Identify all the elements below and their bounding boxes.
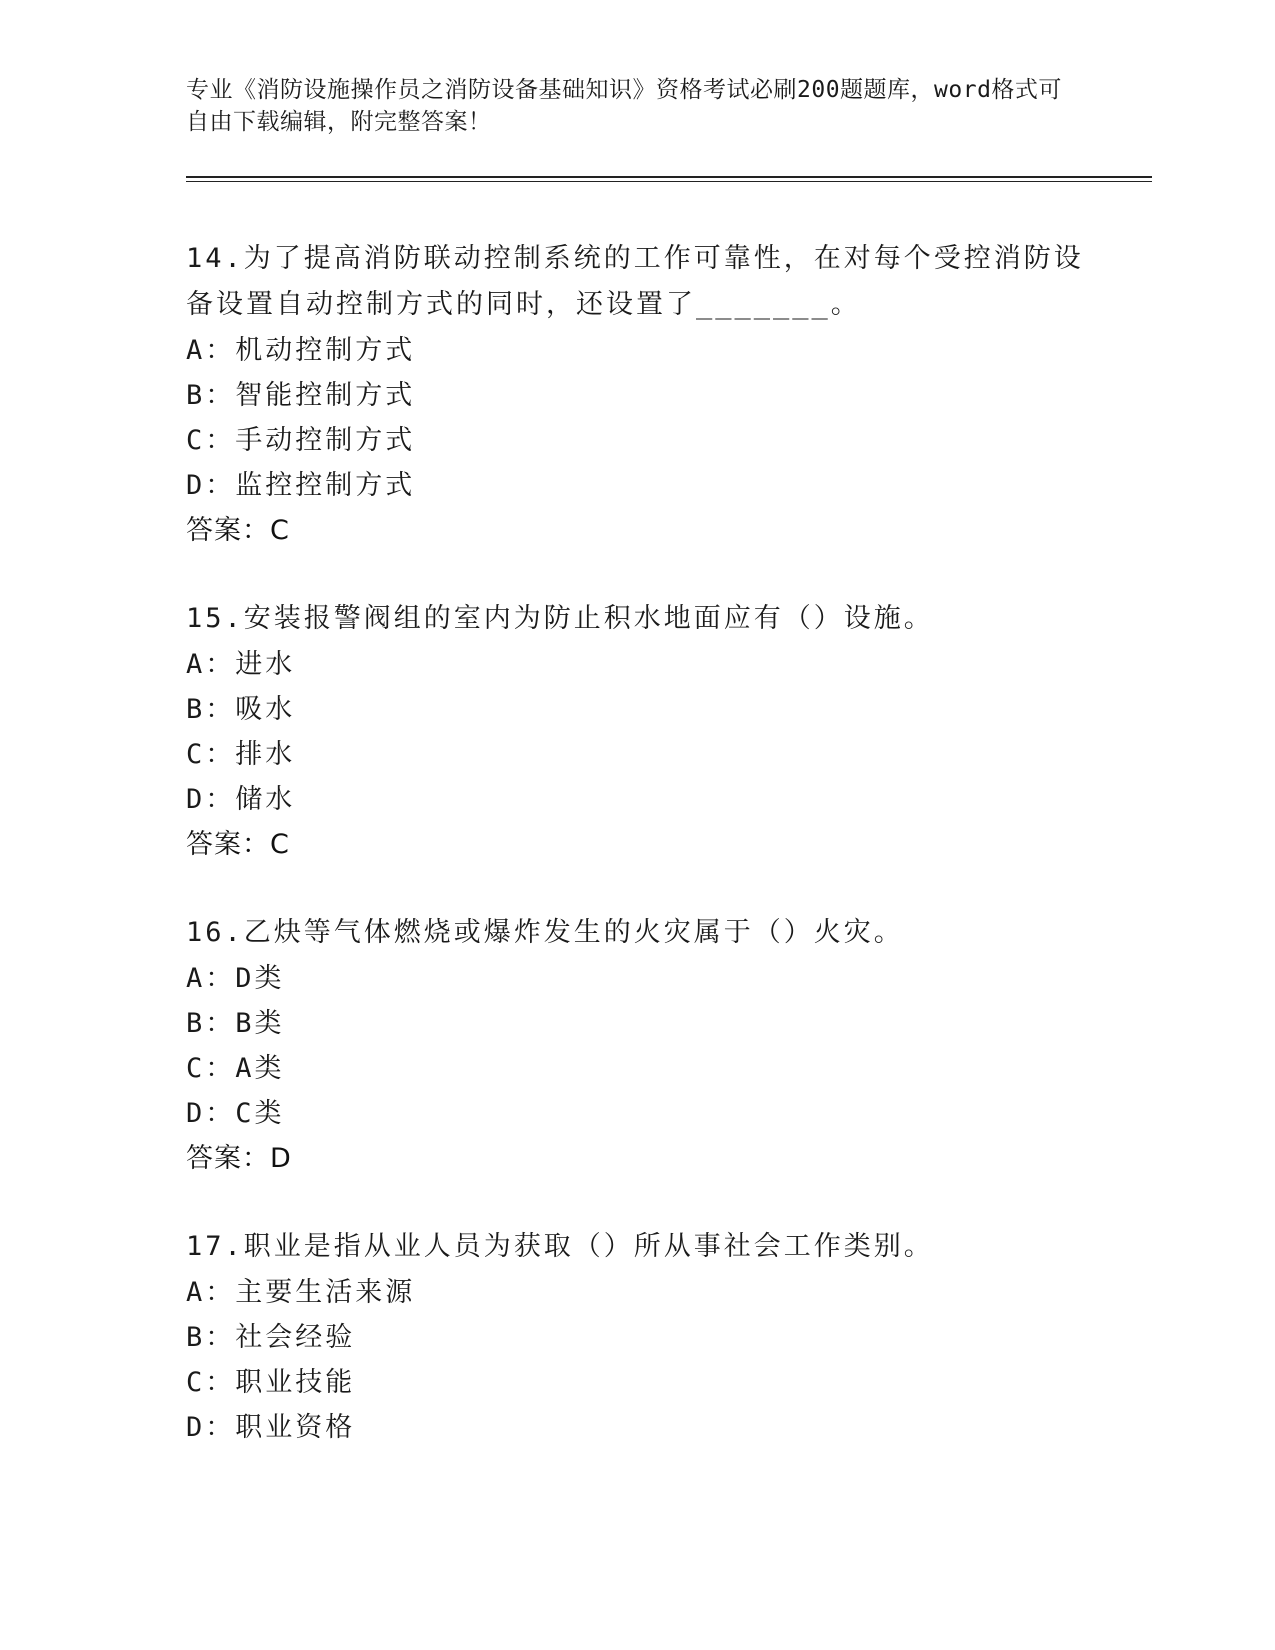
question-14 bbox=[186, 236, 1086, 553]
option-d: D：储水 bbox=[186, 784, 296, 815]
question-stem: 15.安装报警阀组的室内为防止积水地面应有（）设施。 bbox=[186, 603, 934, 634]
option-c: C：排水 bbox=[186, 739, 296, 770]
option-a: A：主要生活来源 bbox=[186, 1277, 416, 1308]
option-b: B：吸水 bbox=[186, 694, 296, 725]
question-17 bbox=[186, 1224, 1086, 1450]
document-header-title: 专业《消防设施操作员之消防设备基础知识》资格考试必刷200题题库，word格式可自由下载编辑，附完整答案！ bbox=[186, 77, 1062, 135]
question-stem: 14.为了提高消防联动控制系统的工作可靠性，在对每个受控消防设备设置自动控制方式的同时，还设置了_______。 bbox=[186, 243, 1084, 320]
option-d: D：C类 bbox=[186, 1098, 285, 1129]
option-a: A：D类 bbox=[186, 963, 285, 994]
answer-line: 答案：D bbox=[186, 1143, 292, 1174]
option-c: C：职业技能 bbox=[186, 1367, 356, 1398]
option-b: B：智能控制方式 bbox=[186, 380, 416, 411]
option-c: C：手动控制方式 bbox=[186, 425, 416, 456]
option-b: B：B类 bbox=[186, 1008, 285, 1039]
header-divider-thin bbox=[186, 181, 1152, 182]
question-15 bbox=[186, 596, 1086, 867]
question-stem: 17.职业是指从业人员为获取（）所从事社会工作类别。 bbox=[186, 1231, 934, 1262]
answer-line: 答案：C bbox=[186, 829, 290, 860]
header-divider-thick bbox=[186, 176, 1152, 178]
question-stem: 16.乙炔等气体燃烧或爆炸发生的火灾属于（）火灾。 bbox=[186, 917, 904, 948]
option-a: A：进水 bbox=[186, 649, 296, 680]
option-a: A：机动控制方式 bbox=[186, 335, 416, 366]
answer-line: 答案：C bbox=[186, 515, 290, 546]
question-16 bbox=[186, 910, 1086, 1181]
question-list bbox=[186, 236, 1086, 1493]
option-d: D：监控控制方式 bbox=[186, 470, 416, 501]
option-d: D：职业资格 bbox=[186, 1412, 356, 1443]
option-c: C：A类 bbox=[186, 1053, 285, 1084]
option-b: B：社会经验 bbox=[186, 1322, 356, 1353]
